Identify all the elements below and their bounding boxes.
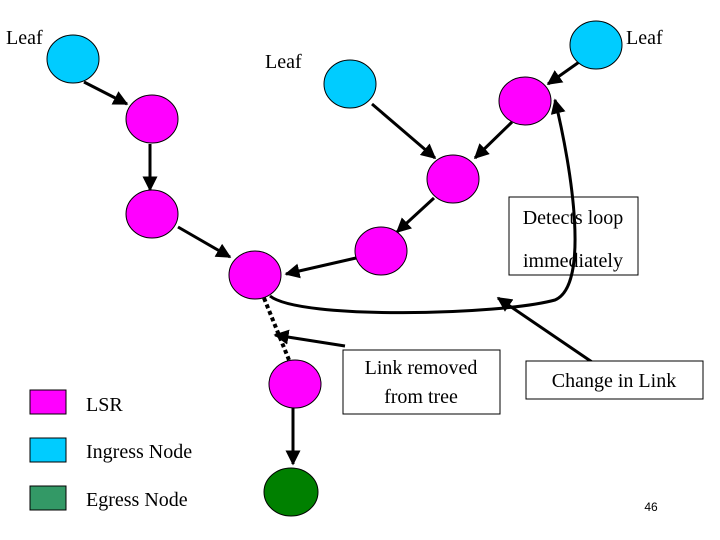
leaf-label-3: Leaf bbox=[626, 27, 663, 49]
legend bbox=[30, 390, 192, 511]
lsr-node-3 bbox=[427, 155, 479, 203]
legend-label-lsr: LSR bbox=[86, 394, 123, 416]
link-lsr6-to-lsr3 bbox=[475, 122, 512, 158]
egress-node bbox=[264, 468, 318, 516]
link-lsr2-to-lsr5 bbox=[178, 227, 230, 257]
lsr-node-6 bbox=[499, 77, 551, 125]
leaf-label-2: Leaf bbox=[265, 51, 302, 73]
lsr-node-5 bbox=[229, 251, 281, 299]
legend-label-egress: Egress Node bbox=[86, 489, 188, 511]
ingress-node-3 bbox=[570, 21, 622, 69]
link-removed-dashed bbox=[264, 298, 289, 360]
legend-swatch-ingress bbox=[30, 438, 66, 462]
detects-loop-line2: immediately bbox=[523, 250, 623, 272]
legend-label-ingress: Ingress Node bbox=[86, 441, 193, 463]
lsr-node-7 bbox=[269, 360, 321, 408]
change-in-link-label: Change in Link bbox=[551, 370, 677, 392]
lsr-node-2 bbox=[126, 190, 178, 238]
link-leaf3-to-lsr6 bbox=[548, 60, 582, 84]
legend-swatch-lsr bbox=[30, 390, 66, 414]
lsr-node-1 bbox=[126, 95, 178, 143]
arrow-link-removed bbox=[275, 335, 345, 346]
link-lsr3-to-lsr4 bbox=[397, 198, 434, 232]
link-leaf2-to-lsr3 bbox=[372, 104, 435, 158]
ingress-node-2 bbox=[324, 60, 376, 108]
link-leaf1-to-lsr1 bbox=[84, 82, 127, 104]
legend-swatch-egress bbox=[30, 486, 66, 510]
lsr-node-4 bbox=[355, 227, 407, 275]
arrow-change-in-link bbox=[498, 298, 592, 362]
page-number: 46 bbox=[644, 500, 658, 514]
link-lsr4-to-lsr5 bbox=[286, 258, 356, 274]
ingress-node-1 bbox=[47, 35, 99, 83]
leaf-label-1: Leaf bbox=[6, 27, 43, 49]
link-removed-line1: Link removed bbox=[364, 357, 478, 379]
detects-loop-line1: Detects loop bbox=[522, 207, 624, 229]
link-removed-line2: from tree bbox=[384, 386, 458, 408]
